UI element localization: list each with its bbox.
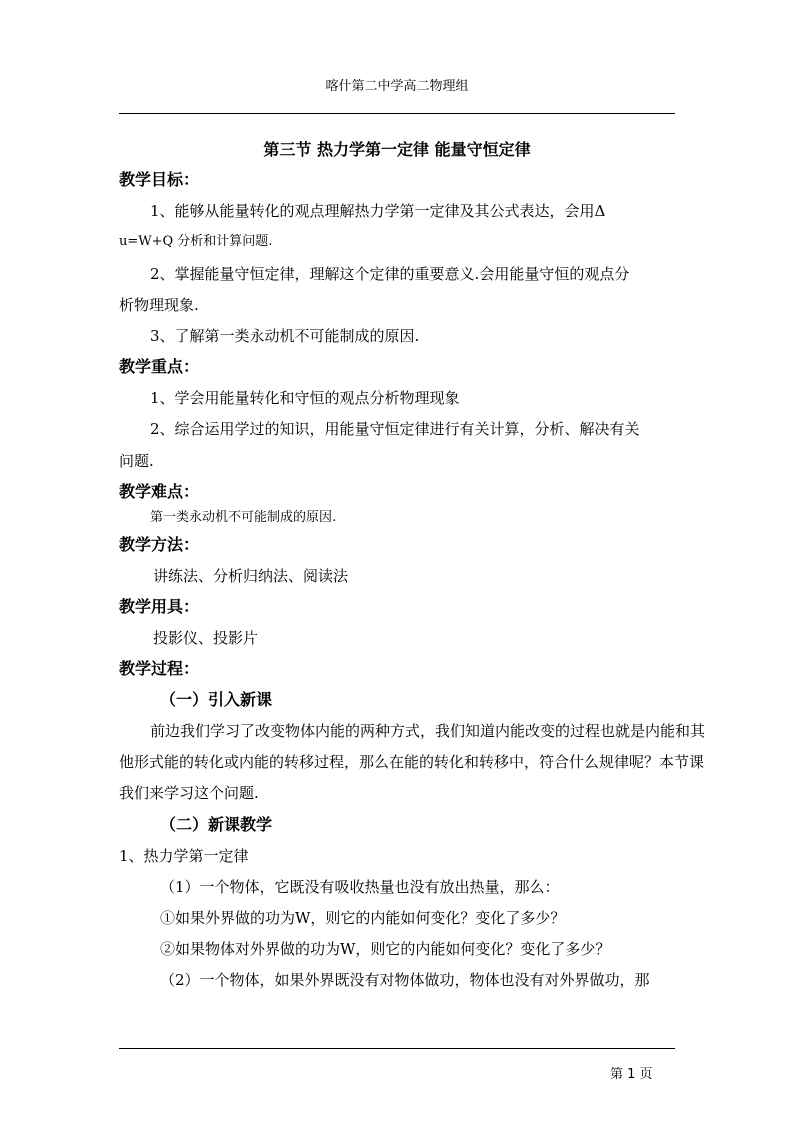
key-point-line: 2、综合运用学过的知识，用能量守恒定律进行有关计算，分析、解决有关 [150,420,640,438]
objective-line: u=W+Q 分析和计算问题. [119,234,273,249]
tools-text: 投影仪、投影片 [153,629,259,647]
objective-line: 2、掌握能量守恒定律，理解这个定律的重要意义.会用能量守恒的观点分 [150,265,630,283]
question-1: （1）一个物体，它既没有吸收热量也没有放出热量，那么： [160,878,560,896]
objective-line: 析物理现象. [119,296,199,314]
intro-line: 我们来学习这个问题. [119,784,259,802]
page-number: 第 1 页 [610,1067,653,1082]
process-heading: 教学过程： [119,659,200,678]
question-1a: ①如果外界做的功为W，则它的内能如何变化？变化了多少？ [160,909,566,927]
key-point-line: 1、学会用能量转化和守恒的观点分析物理现象 [150,389,460,407]
question-2: （2）一个物体，如果外界既没有对物体做功，物体也没有对外界做功，那 [160,971,650,989]
tools-heading: 教学用具： [119,597,200,616]
key-points-heading: 教学重点： [119,357,200,376]
difficulties-heading: 教学难点： [119,482,200,501]
intro-heading: （一）引入新课 [160,690,273,709]
objective-line: 1、能够从能量转化的观点理解热力学第一定律及其公式表达，会用Δ [150,202,606,220]
section-1-heading: 1、热力学第一定律 [119,847,249,865]
footer-rule [119,1048,675,1049]
intro-line: 他形式能的转化或内能的转移过程，那么在能的转化和转移中，符合什么规律呢？本节课 [119,753,705,771]
objective-line: 3、了解第一类永动机不可能制成的原因. [150,327,420,345]
objectives-heading: 教学目标： [119,170,200,189]
intro-line: 前边我们学习了改变物体内能的两种方式，我们知道内能改变的过程也就是内能和其 [150,722,706,740]
question-1b: ②如果物体对外界做的功为W，则它的内能如何变化？变化了多少？ [160,940,611,958]
new-lesson-heading: （二）新课教学 [160,815,273,834]
header-rule [119,113,675,114]
methods-heading: 教学方法： [119,535,200,554]
methods-text: 讲练法、分析归纳法、阅读法 [153,567,349,585]
key-point-line: 问题. [119,452,154,470]
difficulties-text: 第一类永动机不可能制成的原因. [150,510,337,525]
document-title: 第三节 热力学第一定律 能量守恒定律 [263,140,531,159]
page-header: 喀什第二中学高二物理组 [325,79,469,94]
